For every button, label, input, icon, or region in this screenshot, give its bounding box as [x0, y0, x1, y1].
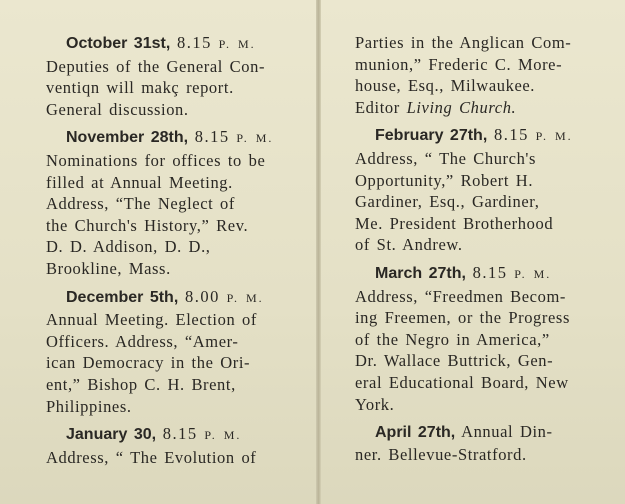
- entry-line: the Church's History,” Rev.: [46, 215, 249, 235]
- entry-line: Parties in the Anglican Com-: [355, 33, 572, 52]
- entry-line: Address, “Freedmen Becom-: [355, 286, 566, 306]
- entry-line: York.: [355, 394, 395, 414]
- entry-line: D. D. Addison, D. D.,: [46, 237, 211, 257]
- entry-line: ican Democracy in the Ori-: [46, 353, 251, 373]
- entry-line: Address, “ The Evolution of: [46, 447, 257, 467]
- entry-time: 8.00: [185, 286, 220, 306]
- entry-line: house, Esq., Milwaukee.: [355, 76, 536, 96]
- entry-line: filled at Annual Meeting.: [46, 172, 233, 192]
- entry-time: 8.15: [472, 262, 508, 282]
- entry-line: Me. President Brotherhood: [355, 213, 554, 233]
- entry-time: 8.15: [177, 33, 212, 52]
- entry-time: 8.15: [162, 424, 198, 444]
- entry-ampm: P. M.: [204, 428, 242, 443]
- entry-january: [46, 423, 294, 468]
- entry-ampm: P. M.: [226, 290, 264, 305]
- entry-time: 8.15: [194, 127, 230, 147]
- entry-line: Philippines.: [46, 396, 132, 416]
- entry-line: General discussion.: [46, 99, 189, 119]
- entry-ampm: P. M.: [535, 129, 573, 144]
- entry-date: December 5th,: [66, 288, 179, 306]
- left-column: [46, 32, 294, 504]
- entry-line: Address, “ The Church's: [355, 148, 537, 168]
- entry-line: of the Negro in America,”: [355, 329, 550, 349]
- entry-line: Nominations for offices to be: [46, 150, 266, 170]
- entry-time: 8.15: [494, 125, 529, 145]
- entry-line: eral Educational Board, New: [355, 372, 569, 392]
- entry-march: [355, 262, 601, 415]
- editor-prefix: Editor: [355, 97, 400, 117]
- entry-line: ner. Bellevue-Stratford.: [355, 444, 527, 464]
- entry-line: Address, “The Neglect of: [46, 194, 236, 214]
- entry-february: [355, 124, 601, 256]
- entry-april: [355, 421, 601, 465]
- right-column: [355, 32, 601, 504]
- entry-date: March 27th,: [375, 264, 466, 282]
- entry-ampm: P. M.: [236, 131, 274, 146]
- entry-november: [46, 126, 294, 279]
- entry-ampm: P. M.: [218, 37, 256, 51]
- entry-october: [46, 32, 294, 120]
- entry-line: Dr. Wallace Buttrick, Gen-: [355, 351, 554, 371]
- entry-first-tail: Annual Din-: [461, 422, 553, 442]
- entry-line: of St. Andrew.: [355, 235, 463, 255]
- entry-date: January 30,: [66, 426, 157, 444]
- entry-ampm: P. M.: [514, 266, 552, 281]
- entry-date: April 27th,: [375, 424, 456, 442]
- entry-date: November 28th,: [66, 129, 189, 147]
- entry-line: ing Freemen, or the Progress: [355, 308, 570, 328]
- entry-line: Annual Meeting. Election of: [46, 310, 257, 330]
- entry-line: munion,” Frederic C. More-: [355, 54, 563, 74]
- entry-line: Officers. Address, “Amer-: [46, 331, 239, 351]
- entry-december: [46, 286, 294, 418]
- entry-january-continued: [355, 32, 601, 118]
- entry-line: Opportunity,” Robert H.: [355, 170, 534, 190]
- entry-date: February 27th,: [375, 127, 488, 145]
- entry-line: ventiqn will makç report.: [46, 78, 234, 98]
- entry-line: ent,” Bishop C. H. Brent,: [46, 374, 236, 394]
- entry-line: Brookline, Mass.: [46, 258, 171, 278]
- entry-date: October 31st,: [66, 35, 171, 52]
- publication-title: Living Church.: [406, 97, 517, 117]
- entry-line: Gardiner, Esq., Gardiner,: [355, 192, 540, 212]
- entry-line: Deputies of the General Con-: [46, 56, 266, 76]
